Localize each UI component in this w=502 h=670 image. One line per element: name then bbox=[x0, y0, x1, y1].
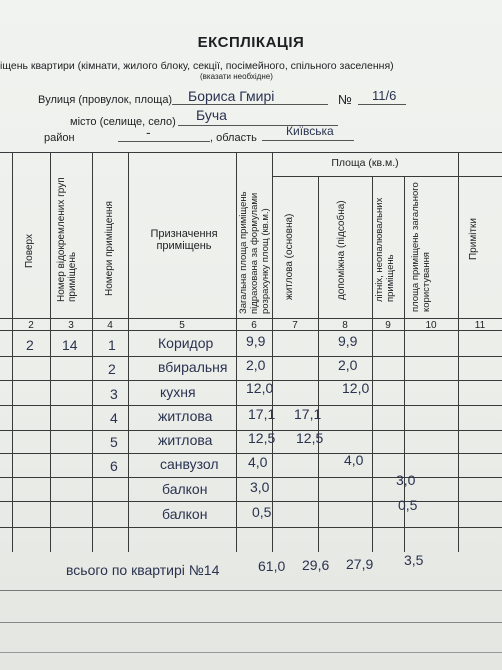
number-label: № bbox=[338, 92, 352, 107]
column-number: 8 bbox=[342, 320, 348, 331]
street-value: Бориса Гмирі bbox=[188, 88, 275, 104]
row-6-aux: 4,0 bbox=[344, 452, 364, 468]
row-1-group: 14 bbox=[62, 337, 78, 353]
row-8-summer: 0,5 bbox=[398, 497, 418, 513]
district-value: - bbox=[146, 124, 151, 140]
row-2-aux: 2,0 bbox=[338, 357, 358, 373]
header-group-number: Номер відокремлених груп приміщень bbox=[56, 177, 78, 302]
district-label: район bbox=[44, 132, 75, 144]
header-area-group: Площа (кв.м.) bbox=[331, 157, 399, 169]
header-floor: Поверх bbox=[24, 234, 35, 268]
street-label: Вулиця (провулок, площа) bbox=[38, 94, 173, 106]
row-6-total: 4,0 bbox=[248, 454, 268, 470]
column-number: 4 bbox=[107, 320, 113, 331]
document-subtitle: іщень квартири (кімнати, жилого блоку, секції, посімейного, спільного заселення) bbox=[0, 60, 394, 72]
row-1-floor: 2 bbox=[26, 337, 34, 353]
row-7-total: 3,0 bbox=[250, 479, 270, 495]
row-3-purpose: кухня bbox=[160, 384, 196, 400]
totals-total: 61,0 bbox=[258, 558, 286, 574]
column-number: 7 bbox=[292, 320, 298, 331]
row-6-room: 6 bbox=[110, 458, 118, 474]
row-7-purpose: балкон bbox=[162, 481, 208, 497]
row-4-total: 17,1 bbox=[248, 406, 276, 422]
row-3-aux: 12,0 bbox=[342, 380, 370, 396]
totals-summer: 3,5 bbox=[404, 552, 424, 568]
row-4-living: 17,1 bbox=[294, 406, 322, 422]
row-3-total: 12,0 bbox=[246, 380, 274, 396]
header-summer: літніх, неопалювальних приміщень bbox=[374, 197, 396, 302]
row-7-summer: 3,0 bbox=[396, 472, 416, 488]
city-label: місто (селище, село) bbox=[70, 116, 176, 128]
document-title: ЕКСПЛІКАЦІЯ bbox=[197, 34, 305, 51]
totals-label: всього по квартирі №14 bbox=[66, 562, 220, 578]
header-purpose: Призначення приміщень bbox=[150, 228, 218, 252]
column-number: 3 bbox=[68, 320, 74, 331]
row-2-purpose: вбиральня bbox=[158, 359, 228, 375]
row-4-room: 4 bbox=[110, 410, 118, 426]
row-4-purpose: житлова bbox=[158, 408, 213, 424]
row-3-room: 3 bbox=[110, 386, 118, 402]
header-total-area: Загальна площа приміщень підрахована за формулами розрахунку площ (кв.м.) bbox=[238, 191, 271, 314]
row-1-aux: 9,9 bbox=[338, 333, 358, 349]
row-1-total: 9,9 bbox=[246, 333, 266, 349]
oblast-label: , область bbox=[210, 132, 257, 144]
row-8-total: 0,5 bbox=[252, 504, 272, 520]
subtitle-note: (вказати необхідне) bbox=[200, 72, 273, 81]
row-5-purpose: житлова bbox=[158, 432, 213, 448]
row-1-purpose: Коридор bbox=[158, 335, 214, 351]
header-living: житлова (основна) bbox=[284, 213, 295, 300]
row-6-purpose: санвузол bbox=[160, 456, 219, 472]
column-number: 9 bbox=[385, 320, 391, 331]
header-notes: Примітки bbox=[468, 218, 479, 260]
oblast-value: Київська bbox=[286, 124, 334, 138]
header-room-number: Номери приміщення bbox=[104, 201, 115, 296]
row-5-room: 5 bbox=[110, 434, 118, 450]
row-5-living: 12,5 bbox=[296, 430, 324, 446]
column-number: 6 bbox=[251, 320, 257, 331]
column-number: 11 bbox=[474, 320, 486, 331]
row-2-room: 2 bbox=[108, 361, 116, 377]
column-number: 10 bbox=[425, 320, 437, 331]
row-1-room: 1 bbox=[108, 337, 116, 353]
totals-living: 29,6 bbox=[302, 557, 330, 573]
row-2-total: 2,0 bbox=[246, 357, 266, 373]
column-number: 5 bbox=[179, 320, 185, 331]
column-number: 2 bbox=[28, 320, 34, 331]
header-common: площа приміщень загального користування bbox=[410, 182, 432, 312]
city-value: Буча bbox=[196, 107, 227, 123]
number-value: 11/6 bbox=[372, 88, 397, 103]
header-auxiliary: допоміжна (підсобна) bbox=[336, 200, 347, 300]
totals-aux: 27,9 bbox=[346, 556, 374, 572]
row-5-total: 12,5 bbox=[248, 430, 276, 446]
row-8-purpose: балкон bbox=[162, 506, 208, 522]
